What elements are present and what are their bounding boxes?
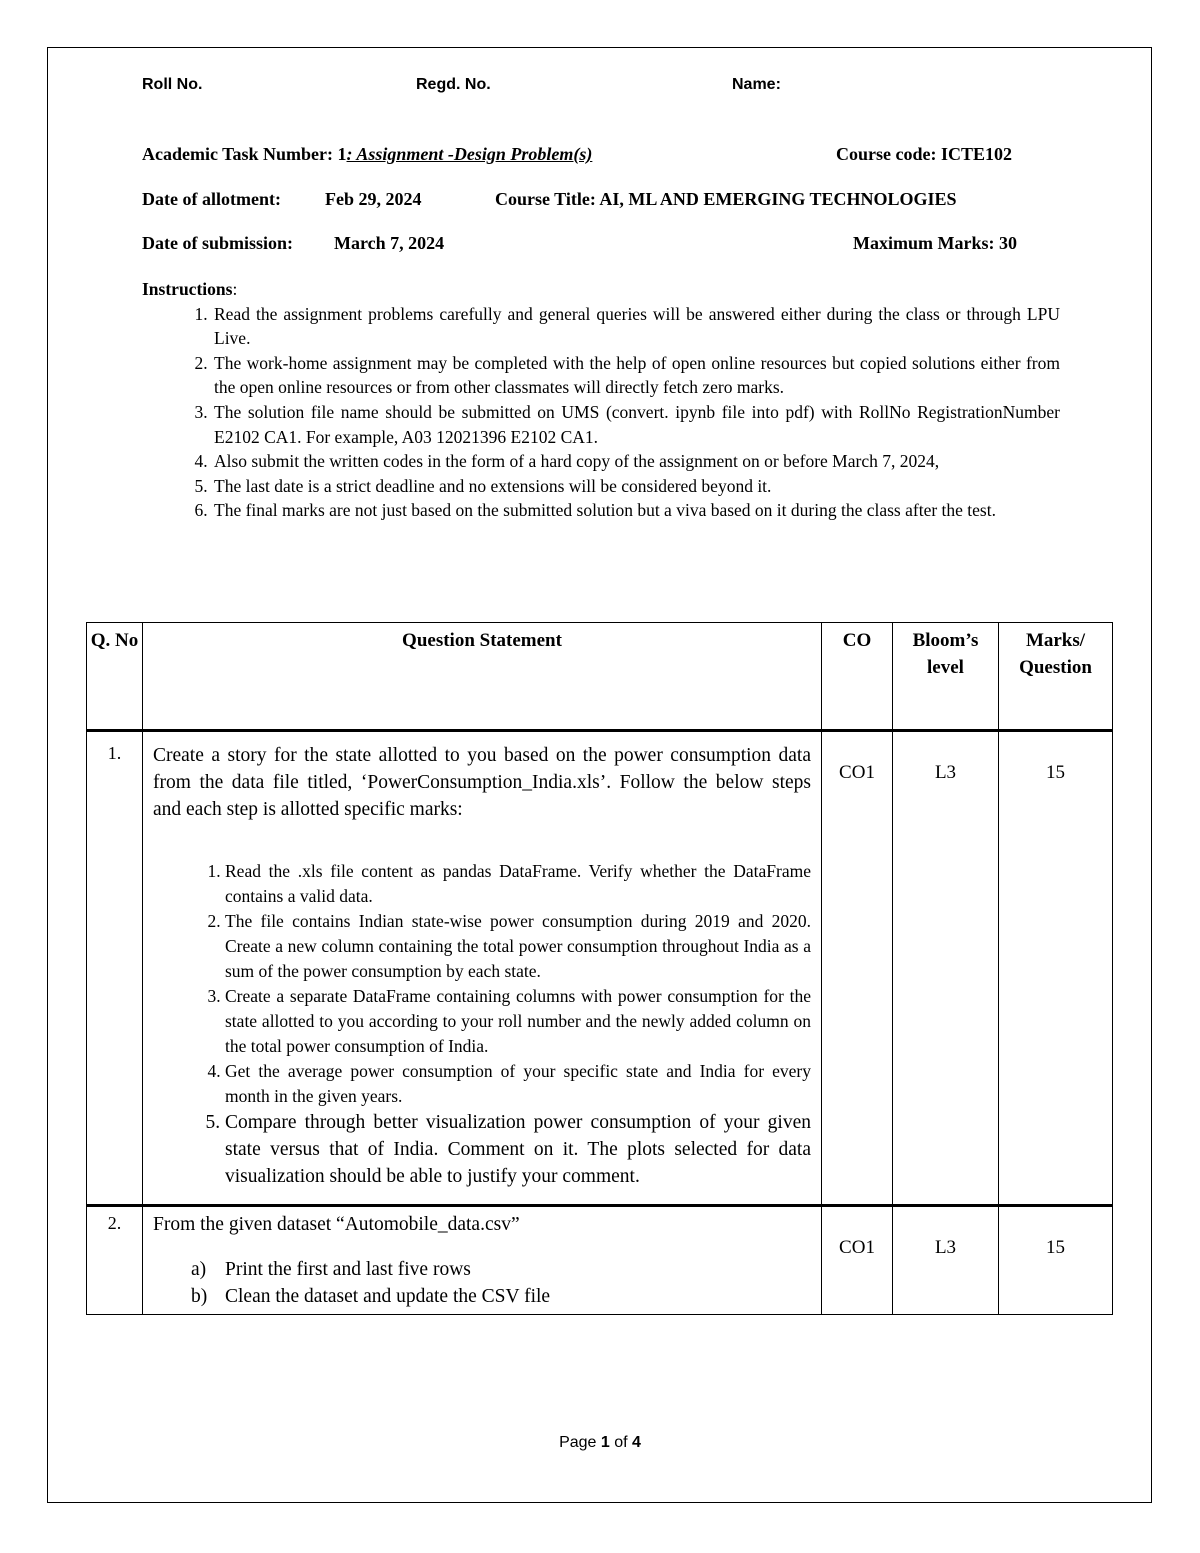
q1-marks: 15 (999, 731, 1113, 1206)
q2-intro: From the given dataset “Automobile_data.csv” (153, 1214, 520, 1235)
q2-statement (143, 1206, 822, 1315)
name-label: Name: (732, 76, 781, 93)
task-number (142, 144, 592, 165)
allotment-date: Feb 29, 2024 (325, 189, 422, 209)
header-qno: Q. No (87, 623, 143, 731)
task-number-label: Academic Task Number: 1 (142, 144, 347, 164)
header-co: CO (822, 623, 893, 731)
q1-co: CO1 (822, 731, 893, 1206)
regd-no-label: Regd. No. (416, 76, 491, 93)
instruction-item: 3. The solution file name should be submitted on UMS (convert. ipynb file into pdf) with RollNo RegistrationNumber E2102 CA1. For example, A03 12021396 E2102 CA1. (212, 400, 1060, 449)
q2-co: CO1 (822, 1206, 893, 1315)
table-row (87, 1206, 1113, 1315)
page-total: 4 (632, 1434, 641, 1451)
task-type: : Assignment -Design Problem(s) (346, 144, 593, 164)
page-of: of (609, 1434, 633, 1451)
instruction-item: 1. Read the assignment problems carefully and general queries will be answered either during the class or through LPU Live. (212, 302, 1060, 351)
q2-part-text: Clean the dataset and update the CSV file (225, 1286, 551, 1307)
instruction-item: 2. The work-home assignment may be completed with the help of open online resources but copied solutions either from the open online resources or from other classmates will directly fetch zero marks. (212, 351, 1060, 400)
page-prefix: Page (559, 1434, 601, 1451)
course-title: Course Title: AI, ML AND EMERGING TECHNOLOGIES (495, 189, 957, 209)
q2-part (191, 1283, 811, 1310)
q1-step: 2. The file contains Indian state-wise power consumption during 2019 and 2020. Create a new column containing the total power consumption throughout India as a sum of the power consumption by each state. (225, 909, 811, 984)
q1-number: 1. (87, 731, 143, 1206)
page-current: 1 (600, 1434, 610, 1451)
q2-part-text: Print the first and last five rows (225, 1259, 471, 1280)
instructions-list (142, 302, 1060, 523)
instructions: Instructions: 1. Read the assignment problems carefully and general queries will be answered either during the class or through LPU Live. 2. The work-home assignment may be completed with the help of open online resources but copied solutions either from the open online resources or from other classmates will directly fetch zero marks. 3. The solution file name should be submitted on UMS (convert. ipynb file into pdf) with RollNo RegistrationNumber E2102 CA1. For example, A03 12021396 E2102 CA1. 4. Also submit the written codes in the form of a hard copy of the assignment on or before March 7, 2024, 5. The last date is a strict deadline and no extensions will be considered beyond it. 6. The final marks are not just based on the submitted solution but a viva based on it during the class after the test. (142, 277, 1060, 523)
q1-intro: Create a story for the state allotted to you based on the power consumption data from the data file titled, ‘PowerConsumption_India.xls’. Follow the below steps and each step is allotted specific marks: (153, 745, 811, 820)
header-statement: Question Statement (143, 623, 822, 731)
instruction-item: 6. The final marks are not just based on the submitted solution but a viva based on it during the class after the test. (212, 498, 1060, 523)
maximum-marks: Maximum Marks: 30 (853, 233, 1017, 253)
table-header-row (87, 623, 1113, 731)
question-table (86, 622, 1113, 1315)
instructions-title: Instructions (142, 279, 233, 299)
allotment-label: Date of allotment: (142, 189, 281, 209)
q2-part-label: a) (191, 1259, 207, 1280)
q2-parts (153, 1256, 811, 1310)
page-number (0, 1434, 1200, 1452)
q1-level: L3 (893, 731, 999, 1206)
submission-date: March 7, 2024 (334, 233, 445, 253)
q1-step: 4. Get the average power consumption of your specific state and India for every month in the given years. (225, 1059, 811, 1109)
q1-steps (153, 859, 811, 1190)
roll-no-label: Roll No. (142, 76, 203, 93)
instruction-item: 4. Also submit the written codes in the form of a hard copy of the assignment on or before March 7, 2024, (212, 449, 1060, 474)
q2-part (191, 1256, 811, 1283)
course-code: Course code: ICTE102 (836, 144, 1012, 164)
q1-step: 5. Compare through better visualization power consumption of your given state versus that of India. Comment on it. The plots selected for data visualization should be able to justify your comment. (225, 1109, 811, 1190)
table-row (87, 731, 1113, 1206)
q1-step: 3. Create a separate DataFrame containing columns with power consumption for the state allotted to you according to your roll number and the newly added column on the total power consumption of India. (225, 984, 811, 1059)
submission-label: Date of submission: (142, 233, 294, 253)
q1-statement (143, 731, 822, 1206)
q2-part-label: b) (191, 1286, 208, 1307)
header-blooms-level: Bloom’s level (893, 623, 999, 731)
q2-level: L3 (893, 1206, 999, 1315)
q2-number: 2. (87, 1206, 143, 1315)
q2-marks: 15 (999, 1206, 1113, 1315)
q1-step: 1. Read the .xls file content as pandas DataFrame. Verify whether the DataFrame contains a valid data. (225, 859, 811, 909)
instruction-item: 5. The last date is a strict deadline and no extensions will be considered beyond it. (212, 474, 1060, 499)
header-marks: Marks/ Question (999, 623, 1113, 731)
